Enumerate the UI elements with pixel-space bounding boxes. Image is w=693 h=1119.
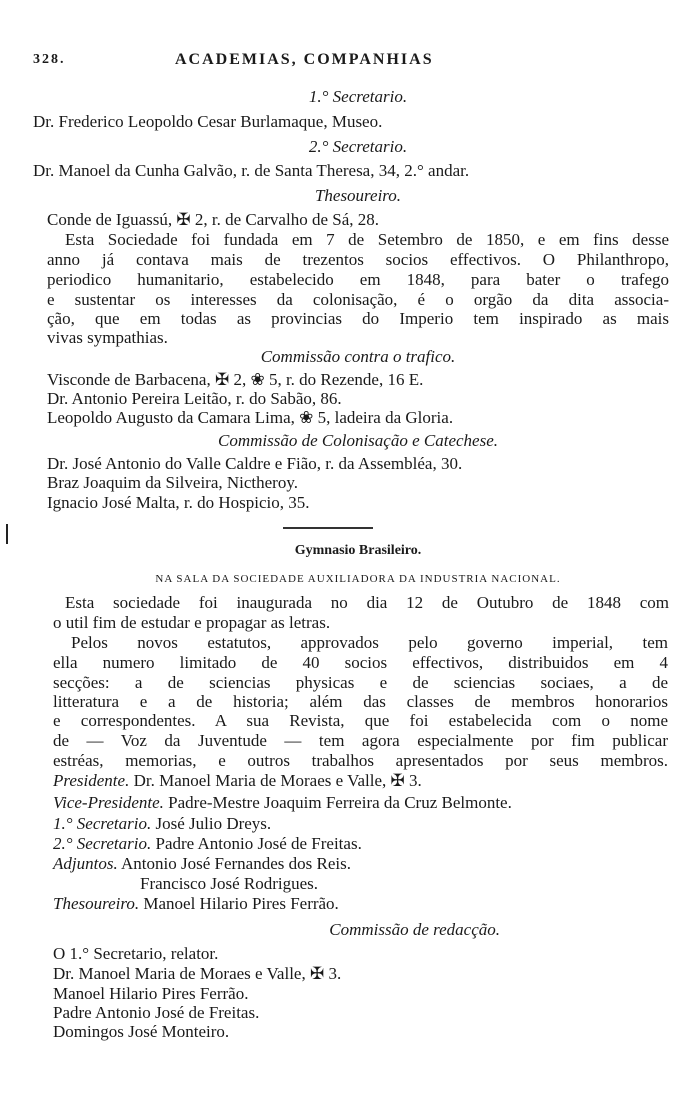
secretario2-entry: Dr. Manoel da Cunha Galvão, r. de Santa Theresa, 34, 2.° andar. bbox=[33, 161, 470, 180]
paragraph-line: secções: a de sciencias physicas e de sciencias sociaes, a de bbox=[53, 673, 668, 692]
member-entry: Leopoldo Augusto da Camara Lima, ❀ 5, ladeira da Gloria. bbox=[47, 408, 454, 427]
paragraph-line: o util fim de estudar e propagar as letras. bbox=[53, 613, 331, 632]
officer-role: 2.° Secretario. bbox=[53, 834, 152, 853]
secretario1-entry: Dr. Frederico Leopoldo Cesar Burlamaque, Museo. bbox=[33, 112, 383, 131]
member-entry: Dr. José Antonio do Valle Caldre e Fião, r. da Assembléa, 30. bbox=[47, 454, 463, 473]
paragraph-line: ella numero limitado de 40 socios effectivos, distribuidos em 4 bbox=[53, 653, 668, 672]
member-entry: Ignacio José Malta, r. do Hospicio, 35. bbox=[47, 493, 310, 512]
paragraph-line: Pelos novos estatutos, approvados pelo governo imperial, tem bbox=[71, 633, 668, 652]
secretario1-heading: 1.° Secretario. bbox=[308, 87, 408, 106]
officer-entry bbox=[53, 771, 675, 791]
member-entry: Visconde de Barbacena, ✠ 2, ❀ 5, r. do Rezende, 16 E. bbox=[47, 370, 424, 389]
commissao-redaccao-heading: Commissão de redacção. bbox=[329, 920, 500, 939]
paragraph-line: Esta sociedade foi inaugurada no dia 12 de Outubro de 1848 com bbox=[65, 593, 669, 612]
paragraph-line: litteratura e a de historia; além das classes de membros honorarios bbox=[53, 692, 668, 711]
member-entry: Padre Antonio José de Freitas. bbox=[53, 1003, 260, 1022]
officer-role: Vice-Presidente. bbox=[53, 793, 164, 812]
officer-name: Francisco José Rodrigues. bbox=[140, 874, 319, 893]
officer-entry bbox=[53, 834, 675, 854]
thesoureiro-heading: Thesoureiro. bbox=[314, 186, 402, 205]
member-entry: Dr. Antonio Pereira Leitão, r. do Sabão, 86. bbox=[47, 389, 342, 408]
paragraph-line: estréas, memorias, e outros trabalhos apresentados por seus membros. bbox=[53, 751, 668, 770]
member-entry: O 1.° Secretario, relator. bbox=[53, 944, 219, 963]
officer-name: Padre Antonio José de Freitas. bbox=[155, 834, 362, 853]
member-entry: Dr. Manoel Maria de Moraes e Valle, ✠ 3. bbox=[53, 964, 342, 983]
scan-artifact-mark bbox=[6, 524, 8, 544]
officer-name: Padre-Mestre Joaquim Ferreira da Cruz Belmonte. bbox=[168, 793, 512, 812]
officer-name: Dr. Manoel Maria de Moraes e Valle, ✠ 3. bbox=[133, 771, 422, 790]
officer-role: Adjuntos. bbox=[53, 854, 118, 873]
paragraph-line: de — Voz da Juventude — tem agora especialmente por fim publicar bbox=[53, 731, 668, 750]
officer-role: Presidente. bbox=[53, 771, 130, 790]
section-divider bbox=[283, 527, 373, 529]
officer-entry bbox=[140, 874, 693, 894]
page-number: 328. bbox=[33, 52, 66, 67]
paragraph-line: anno já contava mais de trezentos socios effectivos. O Philanthropo, bbox=[47, 250, 669, 269]
paragraph-line: vivas sympathias. bbox=[47, 328, 168, 347]
officer-role: Thesoureiro. bbox=[53, 894, 140, 913]
officer-name: José Julio Dreys. bbox=[155, 814, 272, 833]
running-title: ACADEMIAS, COMPANHIAS bbox=[175, 51, 434, 68]
officer-name: Antonio José Fernandes dos Reis. bbox=[121, 854, 351, 873]
member-entry: Domingos José Monteiro. bbox=[53, 1022, 230, 1041]
section-title: Gymnasio Brasileiro. bbox=[294, 543, 422, 558]
section-location: NA SALA DA SOCIEDADE AUXILIADORA DA INDUSTRIA NACIONAL. bbox=[155, 573, 561, 585]
member-entry: Braz Joaquim da Silveira, Nictheroy. bbox=[47, 473, 298, 492]
officer-name: Manoel Hilario Pires Ferrão. bbox=[143, 894, 339, 913]
paragraph-line: ção, que em todas as provincias do Imperio tem inspirado as mais bbox=[47, 309, 669, 328]
officer-entry bbox=[53, 894, 675, 914]
commissao-trafico-heading: Commissão contra o trafico. bbox=[260, 347, 456, 366]
paragraph-line: Esta Sociedade foi fundada em 7 de Setembro de 1850, e em fins desse bbox=[65, 230, 669, 249]
thesoureiro-entry: Conde de Iguassú, ✠ 2, r. de Carvalho de Sá, 28. bbox=[47, 210, 379, 229]
paragraph-line: e sustentar os interesses da colonisação, é o orgão da dita associa- bbox=[47, 290, 669, 309]
officer-entry bbox=[53, 814, 675, 834]
officer-entry bbox=[53, 854, 675, 874]
officer-entry bbox=[53, 793, 675, 813]
member-entry: Manoel Hilario Pires Ferrão. bbox=[53, 984, 249, 1003]
commissao-colonisacao-heading: Commissão de Colonisação e Catechese. bbox=[218, 431, 498, 450]
secretario2-heading: 2.° Secretario. bbox=[308, 137, 408, 156]
officer-role: 1.° Secretario. bbox=[53, 814, 152, 833]
paragraph-line: e correspondentes. A sua Revista, que foi estabelecida com o nome bbox=[53, 711, 668, 730]
paragraph-line: periodico humanitario, estabelecido em 1848, para bater o trafego bbox=[47, 270, 669, 289]
